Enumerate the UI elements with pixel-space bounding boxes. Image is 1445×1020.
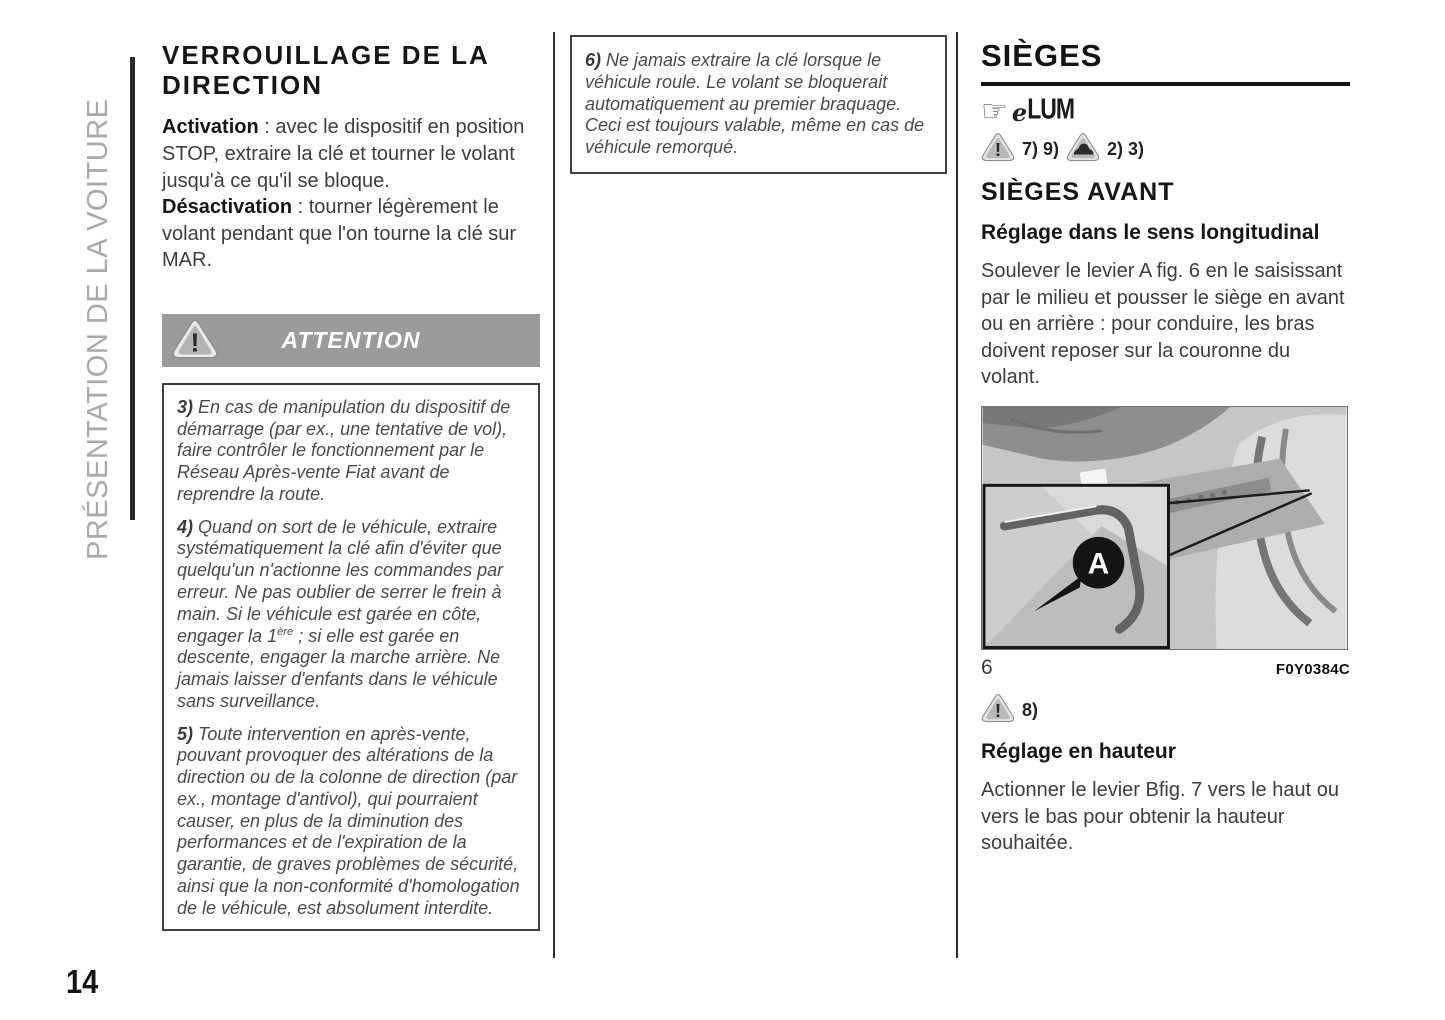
activation-lead: Activation <box>162 116 259 139</box>
warning-reference-numbers: 7) 9) <box>1022 138 1060 159</box>
subsection-heading: SIÈGES AVANT <box>981 178 1175 206</box>
desactivation-paragraph <box>162 194 540 274</box>
figure-number: 6 <box>981 655 993 679</box>
figure-code: F0Y0384C <box>1275 660 1350 678</box>
warning-text: Ne jamais extraire la clé lorsque le véhicule roule. Le volant se bloquerait automatiquement au premier braquage. Ceci est toujours valable, même en cas de véhicule remorqué. <box>585 50 925 158</box>
chapter-heading: SIÈGES <box>981 38 1350 86</box>
warning-triangle-icon <box>981 693 1015 728</box>
page-number: 14 <box>66 963 99 1000</box>
warning-references-row <box>981 132 1350 166</box>
warning-text: En cas de manipulation du dispositif de démarrage (par ex., une tentative de vol), faire contrôler le fonctionnement par le Réseau Après-vente Fiat avant de reprendre la route. <box>177 396 511 504</box>
longitudinal-paragraph: Soulever le levier A fig. 6 en le saisissant par le milieu et pousser le siège en avant ou en arrière : pour conduire, les bras doivent reposer sur la couronne du volant. <box>981 260 1345 389</box>
column-divider <box>956 32 958 958</box>
warning-number: 4) <box>177 516 194 537</box>
warning-number: 6) <box>585 50 602 70</box>
warning-number: 3) <box>177 396 194 417</box>
column-left <box>162 40 540 931</box>
warning-text: Quand on sort de le véhicule, extraire systématiquement la clé afin d'éviter que quelqu'un n'actionne les commandes par erreur. Ne pas oublier de serrer le frein à main. Si le véhicule est garée en côte, engager la 1 <box>177 516 504 646</box>
warning-reference-row <box>981 694 1350 728</box>
attention-banner-label: ATTENTION <box>281 326 421 353</box>
warning-item-4 <box>177 517 525 713</box>
section-heading: VERROUILLAGE DE LA DIRECTION <box>162 40 489 101</box>
column-right <box>981 38 1350 857</box>
ordinal-superscript: ère <box>277 625 294 638</box>
longitudinal-title: Réglage dans le sens longitudinal <box>981 221 1320 244</box>
warnings-box <box>162 383 540 932</box>
car-warning-reference-numbers: 2) 3) <box>1107 138 1145 159</box>
warning-text: Toute intervention en après-vente, pouvant provoquer des altérations de la direction ou de la colonne de direction (par ex., montage d'antivol), qui pourraient causer, en plus de la diminution des performances et de l'expiration de la garantie, de graves problèmes de sécurité, ainsi que la non-conformité d'homologation de le véhicule, est absolument interdite. <box>177 723 520 918</box>
pointing-hand-icon: ☞ <box>981 94 1008 129</box>
desactivation-lead: Désactivation <box>162 196 293 219</box>
sidebar-section-label: PRÉSENTATION DE LA VOITURE <box>82 98 114 560</box>
activation-paragraph <box>162 114 540 194</box>
warning-number: 5) <box>177 723 194 744</box>
activation-text: : avec le dispositif en position STOP, extraire la clé et tourner le volant jusqu'à ce qu'il se bloque. <box>162 116 525 192</box>
warning-item-3 <box>177 397 525 506</box>
sidebar-rule <box>130 57 135 520</box>
height-adjust-paragraph: Actionner le levier Bfig. 7 vers le haut ou vers le bas pour obtenir la hauteur souhaitée. <box>981 778 1339 855</box>
figure-caption <box>981 656 1350 680</box>
figure-callout-label: A <box>1087 547 1110 581</box>
seat-lever-figure <box>981 406 1348 650</box>
warning-reference-number: 8) <box>1022 700 1039 721</box>
svg-text:!: ! <box>994 138 1002 160</box>
elum-logo-row <box>981 91 1350 129</box>
car-warning-triangle-icon <box>1066 132 1100 167</box>
elum-logo-caps: LUM <box>1027 91 1075 125</box>
column-middle <box>570 35 947 174</box>
column-divider <box>553 32 555 958</box>
svg-text:!: ! <box>994 700 1002 722</box>
warning-item-6 <box>585 50 932 159</box>
attention-banner <box>162 314 540 367</box>
warning-box-6 <box>570 35 947 174</box>
svg-text:!: ! <box>190 327 200 358</box>
elum-logo: e <box>1011 97 1028 127</box>
warning-triangle-icon <box>172 318 218 365</box>
warning-item-5 <box>177 724 525 920</box>
height-adjust-title: Réglage en hauteur <box>981 739 1176 763</box>
desactivation-text: : tourner légèrement le volant pendant que l'on tourne la clé sur MAR. <box>162 196 517 272</box>
warning-text: ; si elle est garée en descente, engager la marche arrière. Ne jamais laisser d'enfants dans le véhicule sans surveillance. <box>177 625 501 711</box>
warning-triangle-icon <box>981 132 1015 167</box>
